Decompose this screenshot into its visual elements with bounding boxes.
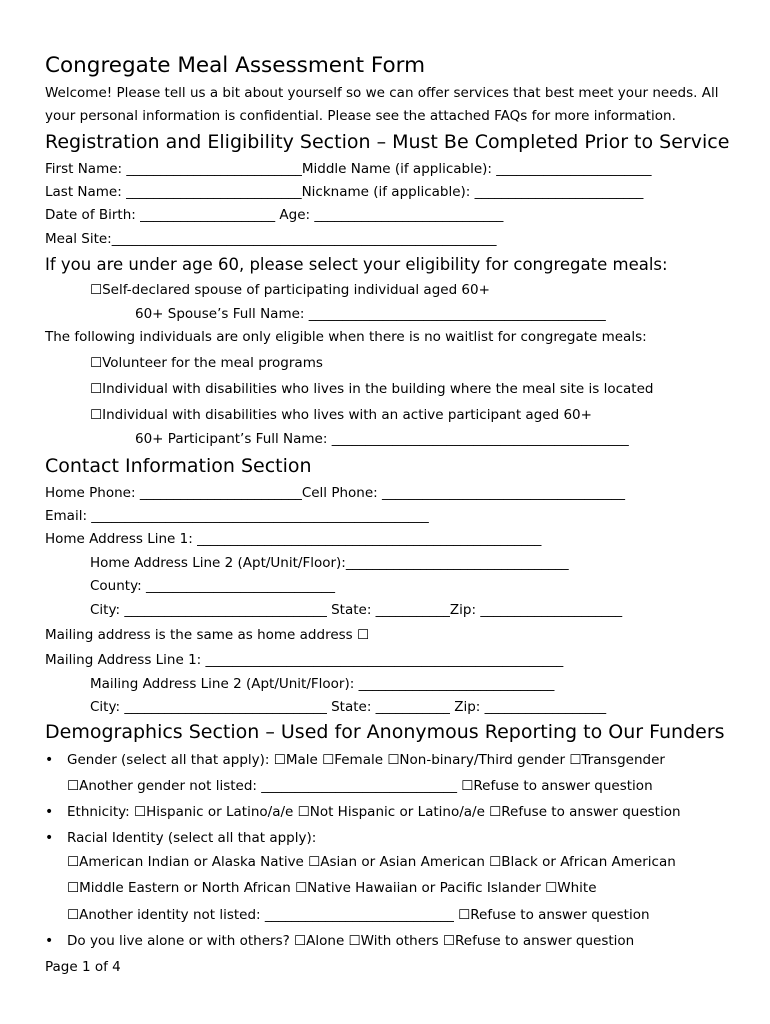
- city-state-zip-field[interactable]: City: ______________________________ State: ___________Zip: _____________________: [90, 602, 623, 618]
- date-of-birth-field[interactable]: Date of Birth: ____________________ Age: ____________________________: [45, 207, 504, 223]
- spouse-checkbox[interactable]: ☐Self-declared spouse of participating individual aged 60+: [90, 282, 490, 298]
- living-situation-options[interactable]: Do you live alone or with others? ☐Alone ☐With others ☐Refuse to answer question: [67, 933, 635, 949]
- spouse-name-field[interactable]: 60+ Spouse’s Full Name: ____________________________________________: [135, 306, 606, 322]
- ethnicity-options[interactable]: Ethnicity: ☐Hispanic or Latino/a/e ☐Not Hispanic or Latino/a/e ☐Refuse to answer question: [67, 804, 681, 820]
- meal-site-field[interactable]: Meal Site:_________________________________________________________: [45, 231, 497, 247]
- bullet-icon: •: [45, 752, 54, 768]
- participant-name-field[interactable]: 60+ Participant’s Full Name: ____________________________________________: [135, 431, 629, 447]
- racial-options-row-2[interactable]: ☐Middle Eastern or North African ☐Native Hawaiian or Pacific Islander ☐White: [67, 880, 597, 896]
- county-field[interactable]: County: ____________________________: [90, 578, 335, 594]
- gender-options[interactable]: Gender (select all that apply): ☐Male ☐Female ☐Non-binary/Third gender ☐Transgender: [67, 752, 665, 768]
- contact-heading: Contact Information Section: [45, 455, 312, 477]
- intro-text-line-1: Welcome! Please tell us a bit about yourself so we can offer services that best meet your needs. All: [45, 85, 719, 101]
- under-60-heading: If you are under age 60, please select your eligibility for congregate meals:: [45, 255, 668, 274]
- disability-participant-checkbox[interactable]: ☐Individual with disabilities who lives with an active participant aged 60+: [90, 407, 592, 423]
- home-address-line-1-field[interactable]: Home Address Line 1: ___________________________________________________: [45, 531, 542, 547]
- mailing-same-checkbox[interactable]: Mailing address is the same as home address ☐: [45, 627, 370, 643]
- bullet-icon: •: [45, 830, 54, 846]
- racial-options-row-1[interactable]: ☐American Indian or Alaska Native ☐Asian or Asian American ☐Black or African American: [67, 854, 676, 870]
- bullet-icon: •: [45, 804, 54, 820]
- page-number: Page 1 of 4: [45, 959, 121, 975]
- demographics-heading: Demographics Section – Used for Anonymous Reporting to Our Funders: [45, 721, 725, 743]
- mailing-address-line-1-field[interactable]: Mailing Address Line 1: _____________________________________________________: [45, 652, 564, 668]
- volunteer-checkbox[interactable]: ☐Volunteer for the meal programs: [90, 355, 323, 371]
- bullet-icon: •: [45, 933, 54, 949]
- racial-identity-label: Racial Identity (select all that apply):: [67, 830, 317, 846]
- waitlist-note: The following individuals are only eligible when there is no waitlist for congregate meals:: [45, 329, 647, 345]
- gender-other-options[interactable]: ☐Another gender not listed: _____________________________ ☐Refuse to answer question: [67, 778, 653, 794]
- page-title: Congregate Meal Assessment Form: [45, 53, 426, 78]
- racial-options-row-3[interactable]: ☐Another identity not listed: ____________________________ ☐Refuse to answer question: [67, 907, 650, 923]
- mailing-city-state-zip-field[interactable]: City: ______________________________ State: ___________ Zip: __________________: [90, 699, 607, 715]
- disability-building-checkbox[interactable]: ☐Individual with disabilities who lives in the building where the meal site is located: [90, 381, 654, 397]
- last-name-field[interactable]: Last Name: __________________________Nickname (if applicable): _________________________: [45, 184, 644, 200]
- registration-heading: Registration and Eligibility Section – Must Be Completed Prior to Service: [45, 131, 730, 153]
- mailing-address-line-2-field[interactable]: Mailing Address Line 2 (Apt/Unit/Floor): _____________________________: [90, 676, 555, 692]
- home-address-line-2-field[interactable]: Home Address Line 2 (Apt/Unit/Floor):_________________________________: [90, 555, 569, 571]
- first-name-field[interactable]: First Name: __________________________Middle Name (if applicable): _______________________: [45, 161, 652, 177]
- email-field[interactable]: Email: __________________________________________________: [45, 508, 429, 524]
- phone-field[interactable]: Home Phone: ________________________Cell Phone: ____________________________________: [45, 485, 625, 501]
- intro-text-line-2: your personal information is confidential. Please see the attached FAQs for more information.: [45, 108, 676, 124]
